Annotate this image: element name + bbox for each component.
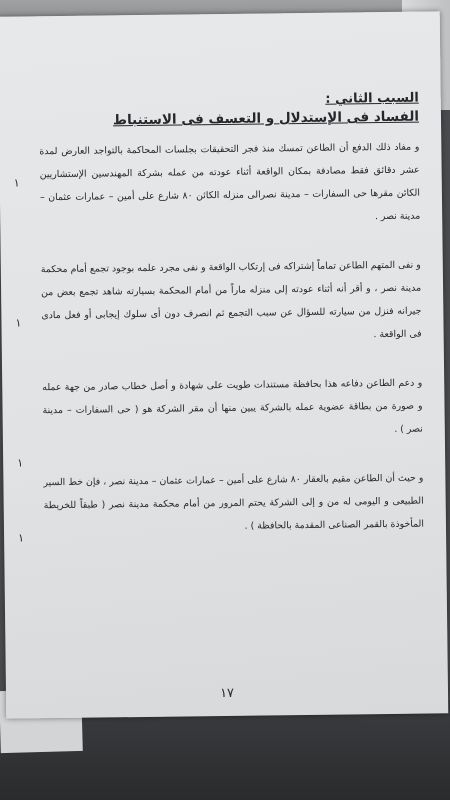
section-title: الفساد فى الإستدلال و التعسف فى الاستنباط bbox=[112, 108, 420, 129]
page-number: ١٧ bbox=[219, 685, 235, 702]
margin-mark: ١ bbox=[15, 316, 22, 330]
paragraph-4: و حيث أن الطاعن مقيم بالعقار ٨٠ شارع على أمين – عمارات عثمان – مدينة نصر ، فإن خط السير الطبيعى و اليومى له من و إلى الشركة يحتم المرور من أمام محكمة مدينة نصر ( طبقاً للخريطة المأخوذة بالقمر الصناعى المقدمة بالحافظة ) . bbox=[43, 472, 425, 532]
section-heading: السبب الثاني : bbox=[325, 90, 419, 107]
paragraph-2: و نفى المتهم الطاعن تماماً إشتراكه فى إرتكاب الواقعة و نفى مجرد علمه بوجود تجمع أمام محكمة مدينة نصر ، و أقر أنه أثناء عودته إلى منزله ماراً من أمام المحكمة بسيارته شاهد تجمع بعض من جيرانه فنزل من سيارته للسؤال عن سبب التجمع ثم انصرف دون أى سلوك إيجابى أو فعل مادى فى الواقعة . bbox=[40, 259, 422, 341]
paragraph-1: و مفاد ذلك الدفع أن الطاعن تمسك منذ فجر التحقيقات بجلسات المحاكمة بالتواجد العارض لمدة عشر دقائق فقط مصادفة بمكان الواقعة أثناء عودته من عمله بشركة المهندسين الإستشاريين الكائن مقرها حى السفارات – مدينة نصرالى منزله الكائن ٨٠ شارع على أمين – عمارات عثمان – مدينة نصر . bbox=[39, 141, 421, 223]
margin-mark: ١ bbox=[18, 531, 25, 545]
document-body bbox=[39, 90, 424, 541]
document-page bbox=[0, 11, 448, 718]
margin-mark: ١ bbox=[17, 456, 24, 470]
paragraph-3: و دعم الطاعن دفاعه هذا بحافظة مستندات طويت على شهادة و أصل خطاب صادر من جهة عمله و صورة من بطاقة عضوية عمله بالشركة يبين منها أن مقر الشركة هو ( حى السفارات – مدينة نصر ) . bbox=[42, 377, 423, 435]
margin-mark: ١ bbox=[13, 176, 20, 190]
